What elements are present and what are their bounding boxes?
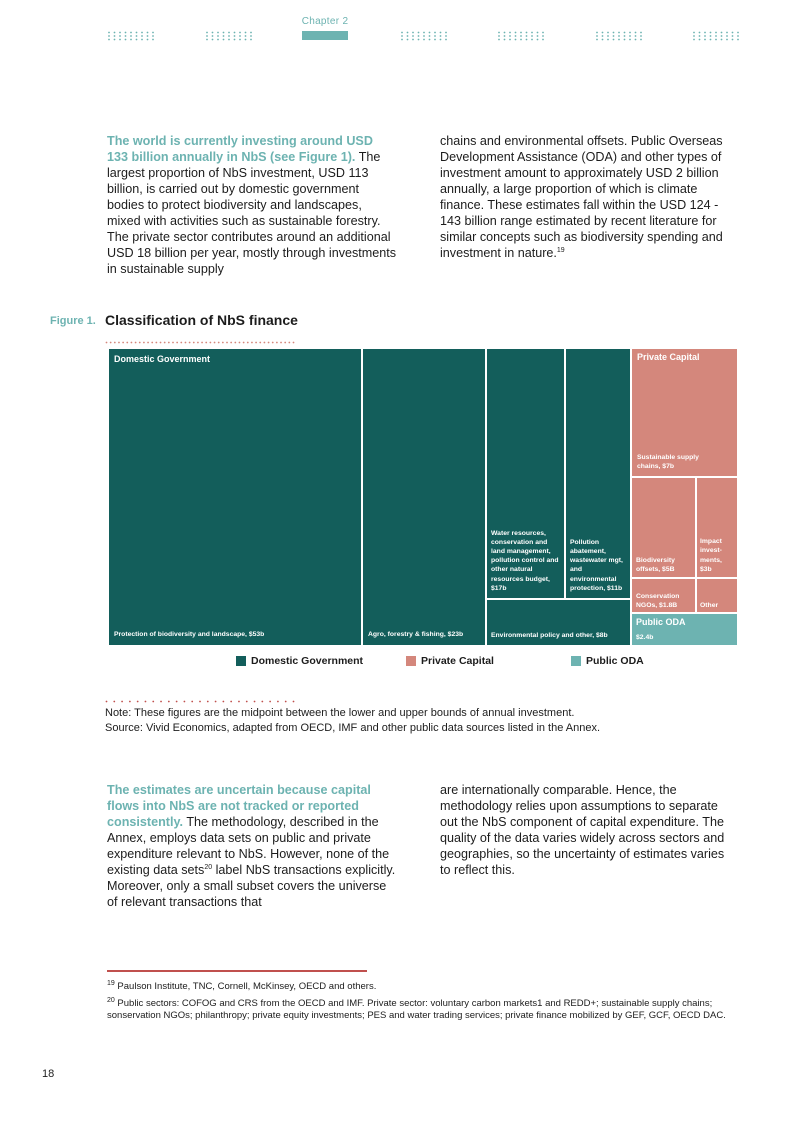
second-left-column: [107, 782, 397, 910]
legend-swatch: [236, 656, 246, 666]
treemap-group-label-domestic-government: Domestic Government: [114, 354, 211, 364]
treemap-cell-label: Sustainable supply chains, $7b: [637, 453, 699, 470]
intro-left-column: [107, 133, 397, 277]
figure-title-dotted-rule: [105, 331, 295, 334]
legend-item-private-capital: [406, 655, 494, 667]
treemap-cell-pollution-abatement: [566, 349, 630, 598]
footnote-text: Public sectors: COFOG and CRS from the OECD and IMF. Private sector: voluntary carbon markets1 and REDD+; sustainable supply chains; sonservation NGOs; philanthropy; private equity investments; PES and water trading services; private finance mobilized by GEF, GCF, OECD DAC.: [107, 998, 726, 1021]
treemap-cell-protection-biodiversity: [109, 349, 361, 645]
treemap-cell-public-oda: [632, 614, 737, 645]
footnote-number: 19: [107, 979, 115, 987]
second-left-text-b: label NbS transactions explicitly. Moreover, only a small subset covers the universe of relevant transactions that: [107, 863, 396, 909]
footnote-rule: [107, 970, 367, 972]
treemap-cell-impact-investments: [697, 478, 737, 577]
legend-label: Private Capital: [421, 655, 494, 667]
second-left-text-a: The methodology, described in the Annex, employs data sets on public and private expenditure relevant to NbS. However, none of the existing data sets: [107, 815, 390, 877]
footnote-19: [107, 981, 727, 993]
second-right-column: [440, 782, 738, 878]
treemap-cell-label: Biodiversity offsets, $5B: [636, 556, 675, 573]
intro-left-text: The largest proportion of NbS investment, USD 113 billion, is carried out by domestic government bodies to protect biodiversity and landscapes, mixed with activities such as sustainable forestry. The private sector contributes around an additional USD 18 billion per year, mostly through investments in sustainable supply: [107, 150, 397, 276]
intro-lead: The world is currently investing around USD 133 billion annually in NbS (see Figure 1).: [107, 134, 373, 164]
legend-swatch: [406, 656, 416, 666]
legend-swatch: [571, 656, 581, 666]
chapter-nav-dots-6: [692, 31, 740, 41]
chapter-nav-dots-3: [400, 31, 448, 41]
treemap-cell-sustainable-supply-chains: [632, 349, 737, 476]
treemap-cell-label: Impact invest-ments, $3b: [700, 538, 722, 573]
treemap-cell-conservation-ngos: [632, 579, 695, 612]
treemap-group-label-public-oda: Public ODA: [636, 617, 686, 627]
footnote-20: [107, 998, 727, 1022]
treemap-cell-label: $2.4b: [636, 633, 654, 641]
footnote-ref-20: 20: [204, 863, 213, 871]
intro-right-text: chains and environmental offsets. Public Overseas Development Assistance (ODA) and other types of investment amount to approximately USD 2 billion annually, a large proportion of which is climate finance. These estimates fall within the USD 124 - 143 billion range estimated by recent literature for similar concepts such as biodiversity spending and investment in nature.: [440, 134, 723, 260]
chapter-nav-dots-4: [497, 31, 545, 41]
treemap-cell-biodiversity-offsets: [632, 478, 695, 577]
treemap-cell-other: [697, 579, 737, 612]
footnote-number: 20: [107, 996, 115, 1004]
chapter-nav-active-marker: [302, 31, 348, 40]
footnote-text: Paulson Institute, TNC, Cornell, McKinsey, OECD and others.: [114, 981, 377, 992]
figure-note: [105, 706, 600, 736]
legend-label: Domestic Government: [251, 655, 364, 667]
treemap-cell-label: Agro, forestry & fishing, $23b: [368, 630, 464, 638]
treemap-cell-label: Pollution abatement, wastewater mgt, and environmental protection, $11b: [570, 538, 623, 592]
treemap-cell-label: Protection of biodiversity and landscape, $53b: [114, 630, 265, 638]
treemap-cell-water-resources: [487, 349, 564, 598]
note-line: Note: These figures are the midpoint between the lower and upper bounds of annual investment.: [105, 707, 575, 719]
treemap-cell-label: Other: [700, 601, 719, 609]
chapter-label: Chapter 2: [301, 16, 349, 27]
treemap-cell-agro-forestry-fishing: [363, 349, 485, 645]
treemap-cell-label: Conservation NGOs, $1.8B: [636, 592, 680, 609]
legend-item-domestic-government: [236, 655, 363, 667]
treemap-cell-label: Environmental policy and other, $8b: [491, 631, 608, 639]
footnote-ref-19: 19: [556, 246, 565, 254]
chapter-nav-dots-5: [595, 31, 643, 41]
note-dotted-rule: [105, 690, 295, 693]
treemap-group-label-private-capital: Private Capital: [637, 352, 700, 362]
legend-label: Public ODA: [586, 655, 644, 667]
legend-item-public-oda: [571, 655, 644, 667]
figure-title: Classification of NbS finance: [105, 312, 298, 328]
source-line: Source: Vivid Economics, adapted from OECD, IMF and other public data sources listed in the Annex.: [105, 722, 601, 734]
treemap-cell-label: Water resources, conservation and land management, pollution control and other natural resources budget, $17b: [491, 529, 559, 592]
treemap-cell-environmental-policy: [487, 600, 630, 645]
chapter-nav-dots-1: [107, 31, 155, 41]
figure-number: Figure 1.: [50, 315, 96, 327]
page-number: 18: [42, 1068, 55, 1080]
intro-right-column: [440, 133, 730, 261]
second-right-text: are internationally comparable. Hence, the methodology relies upon assumptions to separate out the NbS component of capital expenditure. The quality of the data varies widely across sectors and geographies, so the uncertainty of estimates varies to reflect this.: [440, 783, 725, 877]
second-lead: The estimates are uncertain because capital flows into NbS are not tracked or reported consistently.: [107, 783, 371, 829]
chapter-nav-dots-2: [205, 31, 253, 41]
